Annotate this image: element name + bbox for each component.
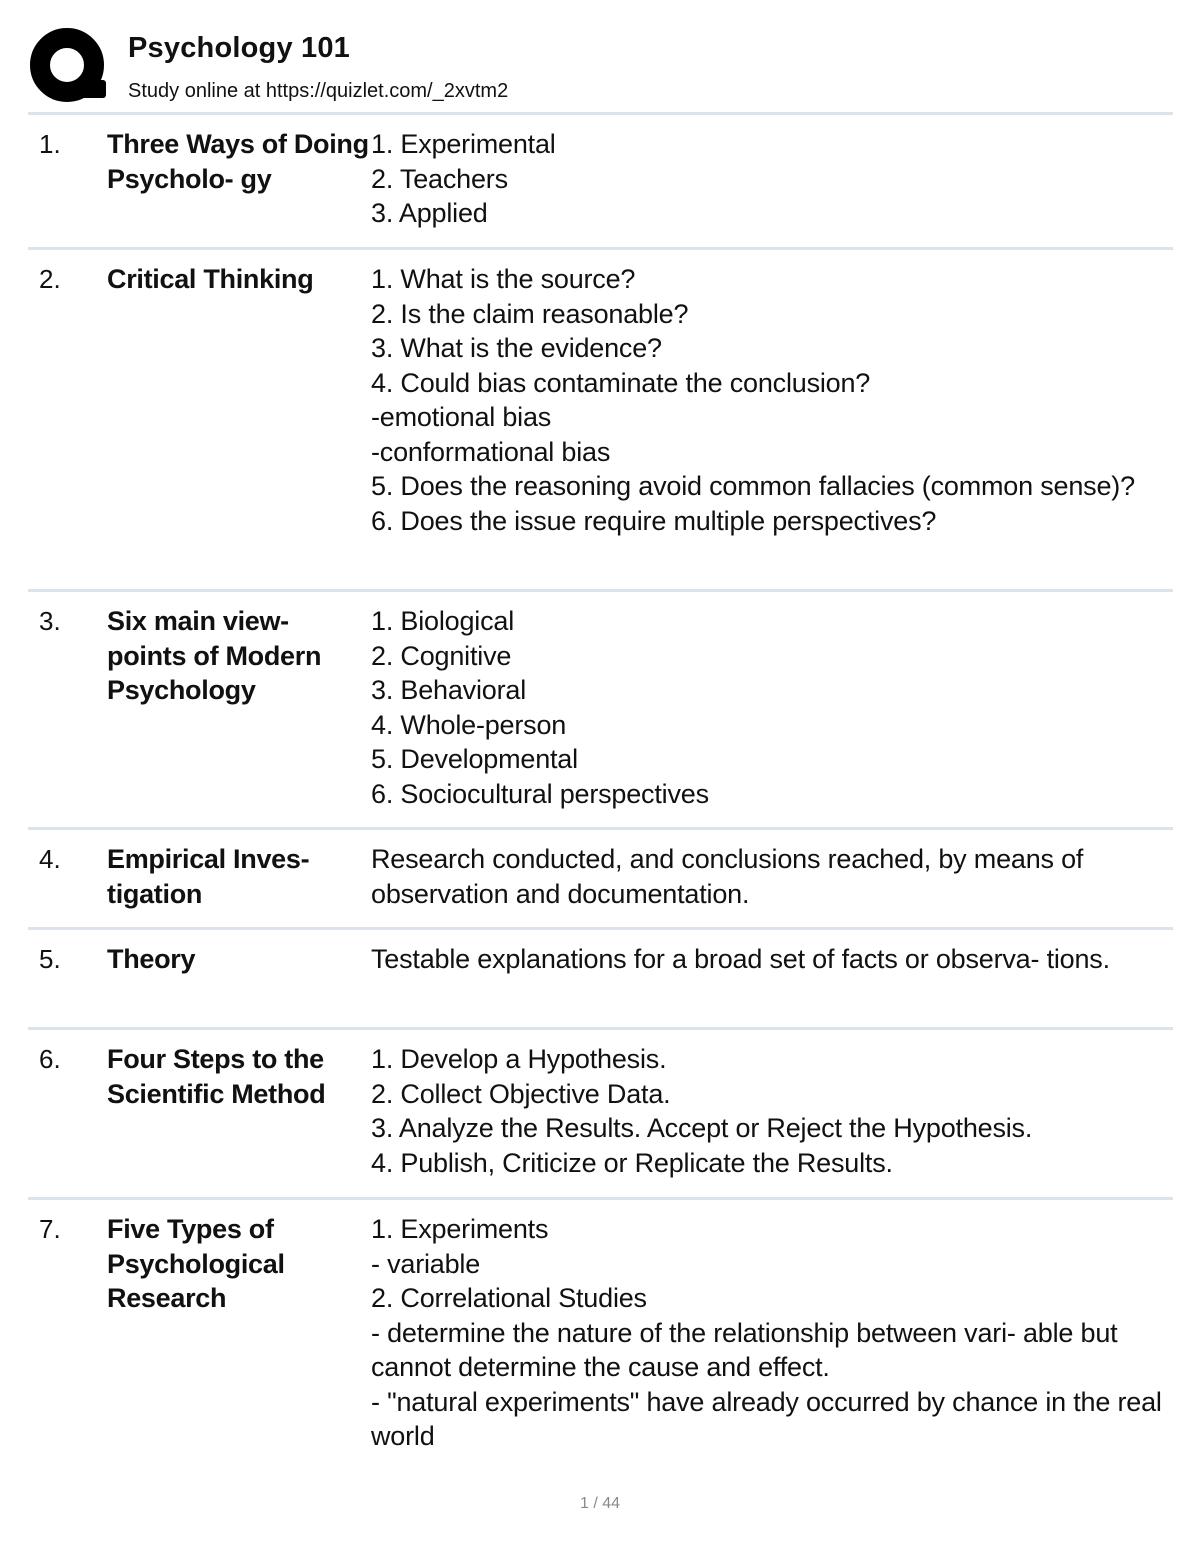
card-definition: 1. Develop a Hypothesis. 2. Collect Objective Data. 3. Analyze the Results. Accept or Reject the Hypothesis. 4. Publish, Criticize or Replicate the Results. xyxy=(371,1044,1033,1178)
card-number: 2. xyxy=(39,264,61,294)
flashcard-row xyxy=(28,247,1173,589)
page-indicator: 1 / 44 xyxy=(579,1495,621,1512)
card-definition: Research conducted, and conclusions reached, by means of observation and documentation. xyxy=(371,844,1084,909)
card-definition: 1. What is the source? 2. Is the claim reasonable? 3. What is the evidence? 4. Could bias contaminate the conclusion? -emotional bias -conformational bias 5. Does the reasoning avoid common fallacies (common sense)? 6. Does the issue require multiple perspectives? xyxy=(371,264,1135,536)
flashcard-row xyxy=(28,589,1173,827)
flashcard-row xyxy=(28,1027,1173,1197)
card-term: Empirical Inves- tigation xyxy=(107,844,310,909)
card-term: Theory xyxy=(107,944,196,974)
card-number: 5. xyxy=(39,944,61,974)
flashcard-row xyxy=(28,112,1173,247)
card-definition: 1. Biological 2. Cognitive 3. Behavioral 4. Whole-person 5. Developmental 6. Sociocultural perspectives xyxy=(371,606,709,809)
flashcard-row xyxy=(28,827,1173,927)
flashcard-row xyxy=(28,927,1173,1027)
card-definition: 1. Experimental 2. Teachers 3. Applied xyxy=(371,129,556,228)
card-number: 4. xyxy=(39,844,61,874)
card-definition: Testable explanations for a broad set of facts or observa- tions. xyxy=(371,944,1110,974)
card-number: 6. xyxy=(39,1044,61,1074)
study-link-text: Study online at https://quizlet.com/_2xvtm2 xyxy=(128,80,509,102)
flashcard-row xyxy=(28,1197,1173,1467)
card-number: 3. xyxy=(39,606,61,636)
card-number: 7. xyxy=(39,1214,61,1244)
page-header xyxy=(30,28,1172,112)
card-term: Four Steps to the Scientific Method xyxy=(107,1044,326,1109)
card-definition: 1. Experiments - variable 2. Correlational Studies - determine the nature of the relationship between vari- able but cannot determine the cause and effect. - "natural experiments" have already occurred by chance in the real world xyxy=(371,1214,1162,1451)
card-term: Six main view- points of Modern Psychology xyxy=(107,606,322,705)
card-term: Five Types of Psychological Research xyxy=(107,1214,285,1313)
flashcard-list xyxy=(28,112,1173,1467)
document-title: Psychology 101 xyxy=(128,32,351,64)
card-term: Three Ways of Doing Psycholo- gy xyxy=(107,129,369,194)
card-number: 1. xyxy=(39,129,61,159)
quizlet-logo-icon xyxy=(30,28,108,106)
card-term: Critical Thinking xyxy=(107,264,314,294)
